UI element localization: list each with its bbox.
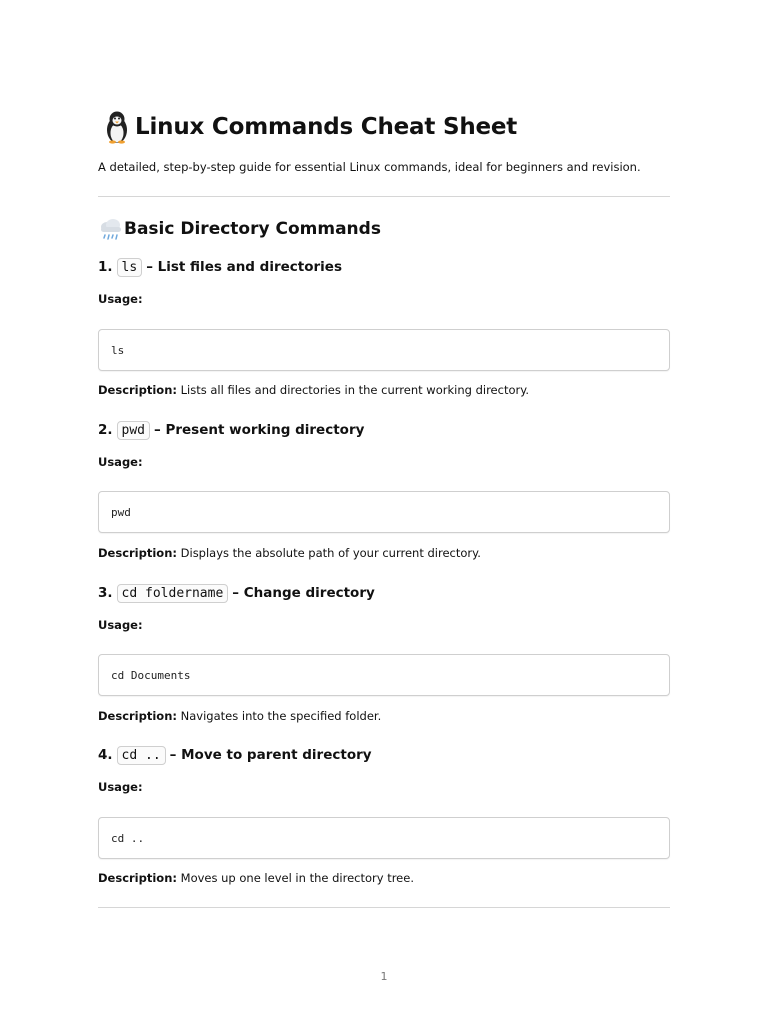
penguin-icon [103,110,131,144]
code-text: pwd [111,505,131,519]
command-description [98,546,481,560]
command-description [98,383,529,397]
description-label: Description: [98,383,177,397]
command-heading [98,255,342,279]
command-code: ls [117,258,143,277]
command-description [98,709,381,723]
description-text: Navigates into the specified folder. [180,709,382,723]
cloud-rain-icon [98,216,124,242]
code-text: cd Documents [111,668,191,682]
code-block [98,491,670,533]
code-text: cd .. [111,831,145,845]
usage-label: Usage: [98,780,143,794]
code-text: ls [111,343,125,357]
divider [98,196,670,197]
section-title: Basic Directory Commands [124,219,381,239]
page-number: 1 [380,970,388,983]
command-heading [98,418,364,442]
item-number: 2. [98,422,113,438]
section-heading [98,215,381,243]
command-code: cd foldername [117,584,229,603]
command-heading [98,581,375,605]
command-code: cd .. [117,746,166,765]
command-description [98,871,414,885]
usage-label: Usage: [98,292,143,306]
command-heading [98,743,372,767]
code-block [98,329,670,371]
description-label: Description: [98,546,177,560]
code-block [98,817,670,859]
command-title: – Move to parent directory [169,747,372,763]
usage-label: Usage: [98,618,143,632]
command-title: – Change directory [232,585,375,601]
description-label: Description: [98,871,177,885]
item-number: 3. [98,585,113,601]
item-number: 1. [98,259,113,275]
page-title: Linux Commands Cheat Sheet [135,114,518,140]
description-text: Displays the absolute path of your current directory. [180,546,481,560]
description-text: Moves up one level in the directory tree. [180,871,414,885]
description-text: Lists all files and directories in the current working directory. [180,383,530,397]
usage-label: Usage: [98,455,143,469]
description-label: Description: [98,709,177,723]
item-number: 4. [98,747,113,763]
command-title: – List files and directories [146,259,342,275]
title-row [98,108,517,146]
command-title: – Present working directory [154,422,365,438]
code-block [98,654,670,696]
page-subtitle: A detailed, step-by-step guide for essential Linux commands, ideal for beginners and revision. [98,160,641,174]
divider [98,907,670,908]
command-code: pwd [117,421,150,440]
